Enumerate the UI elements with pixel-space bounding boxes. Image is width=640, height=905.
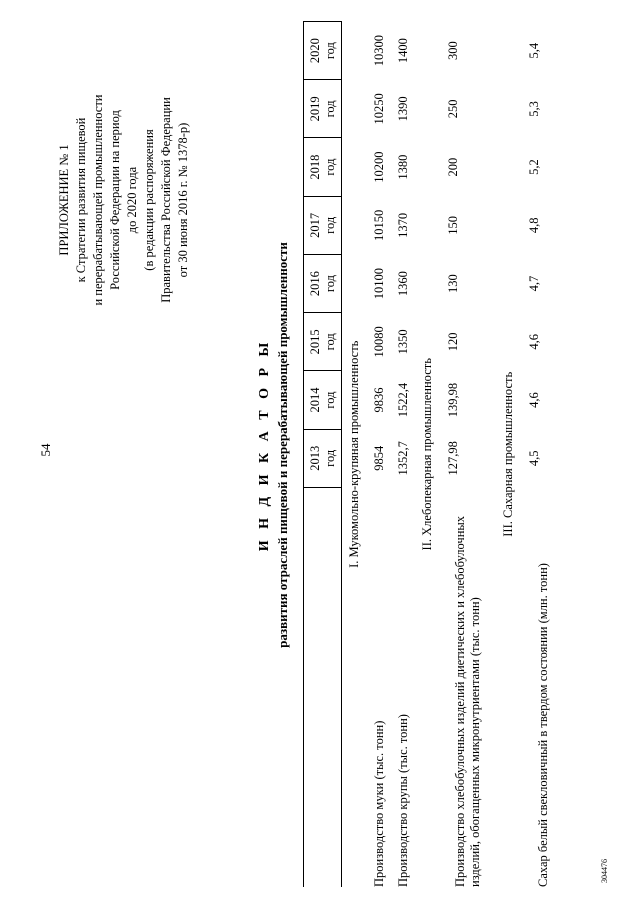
section-row — [496, 22, 521, 888]
year-label: 2018 — [307, 154, 322, 180]
year-header — [304, 22, 342, 80]
indicator-value: 4,6 — [527, 392, 541, 408]
indicator-value: 9854 — [371, 445, 386, 471]
indicator-value: 10250 — [371, 93, 386, 125]
indicator-value: 1360 — [395, 271, 410, 297]
page-number: 54 — [38, 443, 53, 457]
appendix-line: Правительства Российской Федерации — [159, 97, 173, 303]
indicator-name: Производство муки (тыс. тонн) — [371, 720, 386, 887]
indicator-value: 127,98 — [446, 441, 460, 476]
year-header — [304, 429, 342, 487]
appendix-line: ПРИЛОЖЕНИЕ № 1 — [57, 144, 71, 256]
year-unit: год — [322, 42, 337, 60]
year-unit: год — [322, 391, 337, 409]
indicator-value: 10100 — [371, 267, 386, 300]
indicator-value: 200 — [446, 157, 460, 177]
year-unit: год — [322, 100, 337, 118]
indicator-value: 4,5 — [527, 450, 541, 467]
section-title: II. Хлебопекарная промышленность — [420, 358, 434, 551]
year-unit: год — [322, 216, 337, 234]
indicator-value: 1400 — [395, 38, 410, 64]
year-label: 2014 — [307, 387, 322, 413]
indicator-value: 1370 — [395, 212, 410, 238]
indicator-value: 1352,7 — [395, 441, 410, 476]
indicator-value: 150 — [446, 215, 460, 235]
appendix-line: от 30 июня 2016 г. № 1378-р) — [176, 122, 190, 278]
year-label: 2017 — [307, 212, 322, 238]
appendix-line: (в редакции распоряжения — [142, 129, 156, 271]
indicator-name: Сахар белый свекловичный в твердом состоянии (млн. тонн) — [535, 563, 550, 887]
document-subtitle: развития отраслей пищевой и перерабатывающей промышленности — [275, 242, 290, 648]
indicator-value: 4,8 — [527, 217, 541, 234]
indicator-value: 5,2 — [527, 159, 541, 175]
year-header — [304, 313, 342, 371]
appendix-line: и перерабатывающей промышленности — [91, 94, 105, 306]
year-unit: год — [322, 275, 337, 293]
indicator-value: 10300 — [371, 35, 386, 67]
section-row — [342, 22, 368, 888]
indicator-value: 1390 — [395, 96, 410, 122]
indicator-value: 1350 — [395, 329, 410, 355]
year-header — [304, 196, 342, 254]
indicator-value: 250 — [446, 99, 460, 119]
year-label: 2019 — [307, 96, 322, 122]
year-label: 2020 — [307, 38, 322, 64]
table-row — [521, 22, 565, 888]
indicator-value: 4,7 — [527, 275, 541, 292]
indicator-value: 1522,4 — [395, 382, 410, 418]
year-unit: год — [322, 449, 337, 467]
document-heading — [255, 165, 292, 725]
indicator-value: 300 — [446, 41, 460, 60]
indicators-table — [303, 21, 565, 887]
year-unit: год — [322, 333, 337, 351]
table-row — [367, 22, 391, 888]
appendix-line: Российской Федерации на период — [108, 110, 122, 290]
indicator-value: 10200 — [371, 151, 386, 183]
indicator-value: 4,6 — [527, 334, 541, 350]
indicator-name: Производство крупы (тыс. тонн) — [395, 714, 410, 887]
section-title: III. Сахарная промышленность — [501, 371, 515, 537]
indicator-value: 120 — [446, 332, 460, 352]
year-header — [304, 254, 342, 312]
indicator-value: 5,4 — [527, 42, 541, 59]
indicator-name: Производство хлебобулочных изделий диетических и хлебобулочных изделий, обогащенных микронутриентами (тыс. тонн) — [453, 515, 482, 887]
table-row — [391, 22, 415, 888]
document-code: 304476 — [600, 859, 609, 883]
appendix-block — [56, 30, 192, 370]
indicator-value: 139,98 — [446, 382, 460, 418]
year-label: 2013 — [307, 445, 322, 471]
table-header-row — [304, 22, 342, 888]
year-label: 2015 — [307, 329, 322, 355]
year-header — [304, 371, 342, 429]
document-title: И Н Д И К А Т О Р Ы — [257, 338, 272, 552]
year-unit: год — [322, 158, 337, 176]
indicator-value: 130 — [446, 274, 460, 293]
year-header — [304, 138, 342, 196]
section-row — [415, 22, 440, 888]
appendix-line: до 2020 года — [125, 166, 139, 234]
section-title: I. Мукомольно-крупяная промышленность — [347, 340, 361, 568]
indicator-value: 10080 — [371, 326, 386, 358]
indicator-value: 10150 — [371, 209, 386, 241]
year-header — [304, 80, 342, 138]
indicator-value: 1380 — [395, 154, 410, 180]
header-empty-cell — [304, 487, 342, 887]
table-row — [440, 22, 496, 888]
indicator-value: 5,3 — [527, 101, 541, 117]
appendix-line: к Стратегии развития пищевой — [74, 117, 88, 283]
year-label: 2016 — [307, 271, 322, 297]
indicator-value: 9836 — [371, 387, 386, 413]
